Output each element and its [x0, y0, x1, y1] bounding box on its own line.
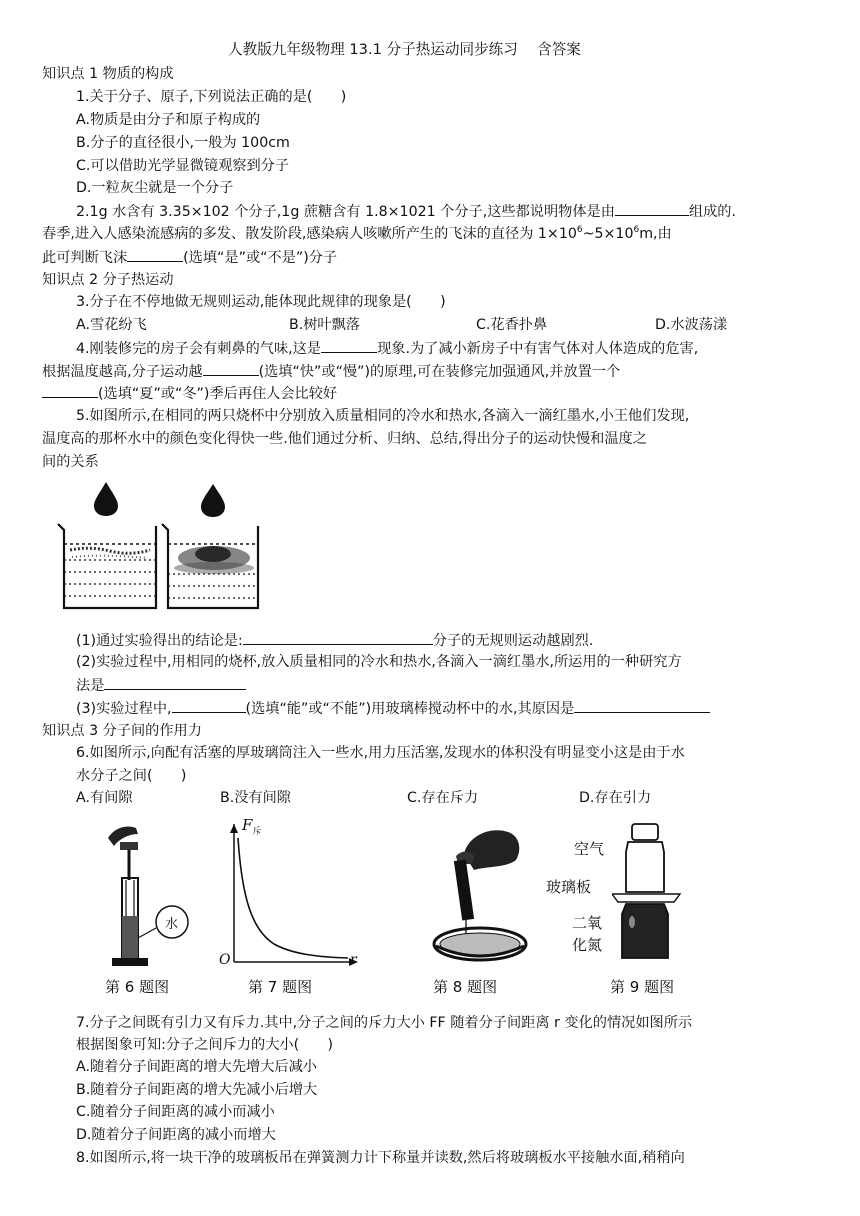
air-label: 空气 — [574, 840, 605, 858]
no2-label-2: 化氮 — [572, 936, 603, 954]
hot-water-beaker — [162, 524, 258, 608]
water-label: 水 — [165, 917, 179, 932]
q5-text: (3)实验过程中, — [76, 701, 172, 717]
q4-text: (选填“快”或“慢”)的原理,可在装修完加强通风,并放置一个 — [258, 364, 621, 380]
q4-text: 现象.为了减小新房子中有害气体对人体造成的危害, — [377, 341, 699, 357]
q6-option-a: A.有间隙 — [76, 790, 133, 806]
graph-x-label: r — [350, 952, 357, 968]
answer-blank[interactable] — [243, 630, 433, 645]
q4-line-3 — [42, 383, 337, 404]
caption-figure-6: 第 6 题图 — [105, 978, 170, 996]
q7-option-a: A.随着分子间距离的增大先增大后减小 — [76, 1059, 317, 1075]
answer-blank[interactable] — [127, 247, 183, 262]
q5-sub2-cont — [76, 675, 246, 696]
ink-drop-icon — [94, 482, 118, 516]
q2-text: 此可判断飞沫 — [42, 250, 128, 266]
q6-line-1: 6.如图所示,向配有活塞的厚玻璃筒注入一些水,用力压活塞,发现水的体积没有明显变小这是由于水 — [76, 745, 685, 761]
q5-line-3: 间的关系 — [42, 454, 99, 470]
q2-line-3 — [42, 247, 337, 268]
q7-line-2: 根据图象可知:分子之间斥力的大小( ) — [76, 1037, 334, 1053]
q6-option-b: B.没有间隙 — [220, 790, 291, 806]
figure-7-repulsion-graph — [212, 818, 362, 970]
q7-line-1: 7.分子之间既有引力又有斥力.其中,分子之间的斥力大小 FF 随着分子间距离 r 变化的情况如图所示 — [76, 1015, 693, 1031]
glass-plate-label: 玻璃板 — [546, 878, 592, 896]
q1-option-c: C.可以借助光学显微镜观察到分子 — [76, 158, 290, 174]
answer-blank[interactable] — [104, 675, 246, 690]
q4-text: 4.刚装修完的房子会有刺鼻的气味,这是 — [76, 341, 322, 357]
answer-blank[interactable] — [615, 201, 689, 216]
q7-option-d: D.随着分子间距离的减小而增大 — [76, 1127, 276, 1143]
q6-option-c: C.存在斥力 — [407, 790, 479, 806]
q2-text: 2.1g 水含有 3.35×102 个分子,1g 蔗糖含有 1.8×1021 个分子,这些都说明物体是由 — [76, 204, 615, 220]
q3-option-b: B.树叶飘落 — [289, 317, 360, 333]
q4-line-2 — [42, 361, 620, 382]
caption-figure-7: 第 7 题图 — [248, 978, 313, 996]
graph-y-letter: F — [242, 816, 253, 834]
repulsion-curve — [238, 838, 348, 958]
q6-line-2: 水分子之间( ) — [76, 768, 187, 784]
q5-sub2: (2)实验过程中,用相同的烧杯,放入质量相同的冷水和热水,各滴入一滴红墨水,所运用的一种研究方 — [76, 654, 682, 670]
q5-line-1: 5.如图所示,在相同的两只烧杯中分别放入质量相同的冷水和热水,各滴入一滴红墨水,小王他们发现, — [76, 408, 690, 424]
section-heading-1: 知识点 1 物质的构成 — [42, 66, 174, 82]
q5-text: (1)通过实验得出的结论是: — [76, 633, 243, 649]
q2-line-1 — [76, 201, 736, 222]
q1-stem: 1.关于分子、原子,下列说法正确的是( ) — [76, 89, 347, 105]
ink-drop-icon — [201, 484, 225, 517]
q6-option-d: D.存在引力 — [579, 790, 652, 806]
graph-y-label — [242, 816, 261, 837]
q1-option-a: A.物质是由分子和原子构成的 — [76, 112, 261, 128]
answer-blank[interactable] — [203, 361, 259, 376]
q5-text: (选填“能”或“不能”)用玻璃棒搅动杯中的水,其原因是 — [245, 701, 575, 717]
page-title: 人教版九年级物理 13.1 分子热运动同步练习 含答案 — [228, 41, 581, 58]
caption-figure-8: 第 8 题图 — [433, 978, 498, 996]
q2-text: ~5×10 — [582, 226, 634, 242]
q3-stem: 3.分子在不停地做无规则运动,能体现此规律的现象是( ) — [76, 294, 446, 310]
cold-water-beaker — [58, 524, 156, 608]
q2-line-2 — [42, 224, 672, 244]
q2-text: 组成的. — [688, 204, 736, 220]
q7-option-c: C.随着分子间距离的减小而减小 — [76, 1104, 275, 1120]
section-heading-3: 知识点 3 分子间的作用力 — [42, 723, 202, 739]
q5-text: 分子的无规则运动越剧烈. — [432, 633, 594, 649]
answer-blank[interactable] — [172, 698, 246, 713]
q1-option-d: D.一粒灰尘就是一个分子 — [76, 180, 234, 196]
graph-origin: O — [219, 952, 231, 968]
q2-exponent: 6 — [633, 225, 640, 235]
section-heading-2: 知识点 2 分子热运动 — [42, 272, 174, 288]
q2-exponent: 6 — [576, 225, 583, 235]
answer-blank[interactable] — [42, 383, 98, 398]
q2-text: 春季,进入人感染流感病的多发、散发阶段,感染病人咳嗽所产生的飞沫的直径为 1×10 — [42, 226, 577, 242]
q8-line-1: 8.如图所示,将一块干净的玻璃板吊在弹簧测力计下称量并读数,然后将玻璃板水平接触水面,稍稍向 — [76, 1150, 685, 1166]
q4-text: (选填“夏”或“冬”)季后再住人会比较好 — [98, 386, 338, 402]
q5-line-2: 温度高的那杯水中的颜色变化得快一些.他们通过分析、归纳、总结,得出分子的运动快慢和温度之 — [42, 431, 647, 447]
figure-9-gas-diffusion — [612, 818, 682, 968]
q5-sub3 — [76, 698, 710, 719]
q3-option-d: D.水波荡漾 — [655, 317, 728, 333]
answer-blank[interactable] — [574, 698, 710, 713]
q2-text: m,由 — [639, 226, 672, 242]
figure-6-piston-cylinder — [98, 820, 208, 970]
q1-option-b: B.分子的直径很小,一般为 100cm — [76, 135, 290, 151]
caption-figure-9: 第 9 题图 — [610, 978, 675, 996]
q5-text: 法是 — [76, 678, 105, 694]
y-axis-arrow-icon — [230, 824, 238, 833]
answer-blank[interactable] — [321, 338, 377, 353]
q3-option-a: A.雪花纷飞 — [76, 317, 147, 333]
beakers-figure — [50, 478, 260, 614]
no2-label-1: 二氧 — [572, 914, 603, 932]
q4-text: 根据温度越高,分子运动越 — [42, 364, 203, 380]
figure-8-glass-plate-water — [428, 820, 540, 970]
graph-y-subscript: 斥 — [252, 827, 262, 837]
q7-option-b: B.随着分子间距离的增大先减小后增大 — [76, 1082, 318, 1098]
q4-line-1 — [76, 338, 698, 359]
q5-sub1 — [76, 630, 593, 651]
q3-option-c: C.花香扑鼻 — [476, 317, 548, 333]
q2-text: (选填“是”或“不是”)分子 — [183, 250, 338, 266]
